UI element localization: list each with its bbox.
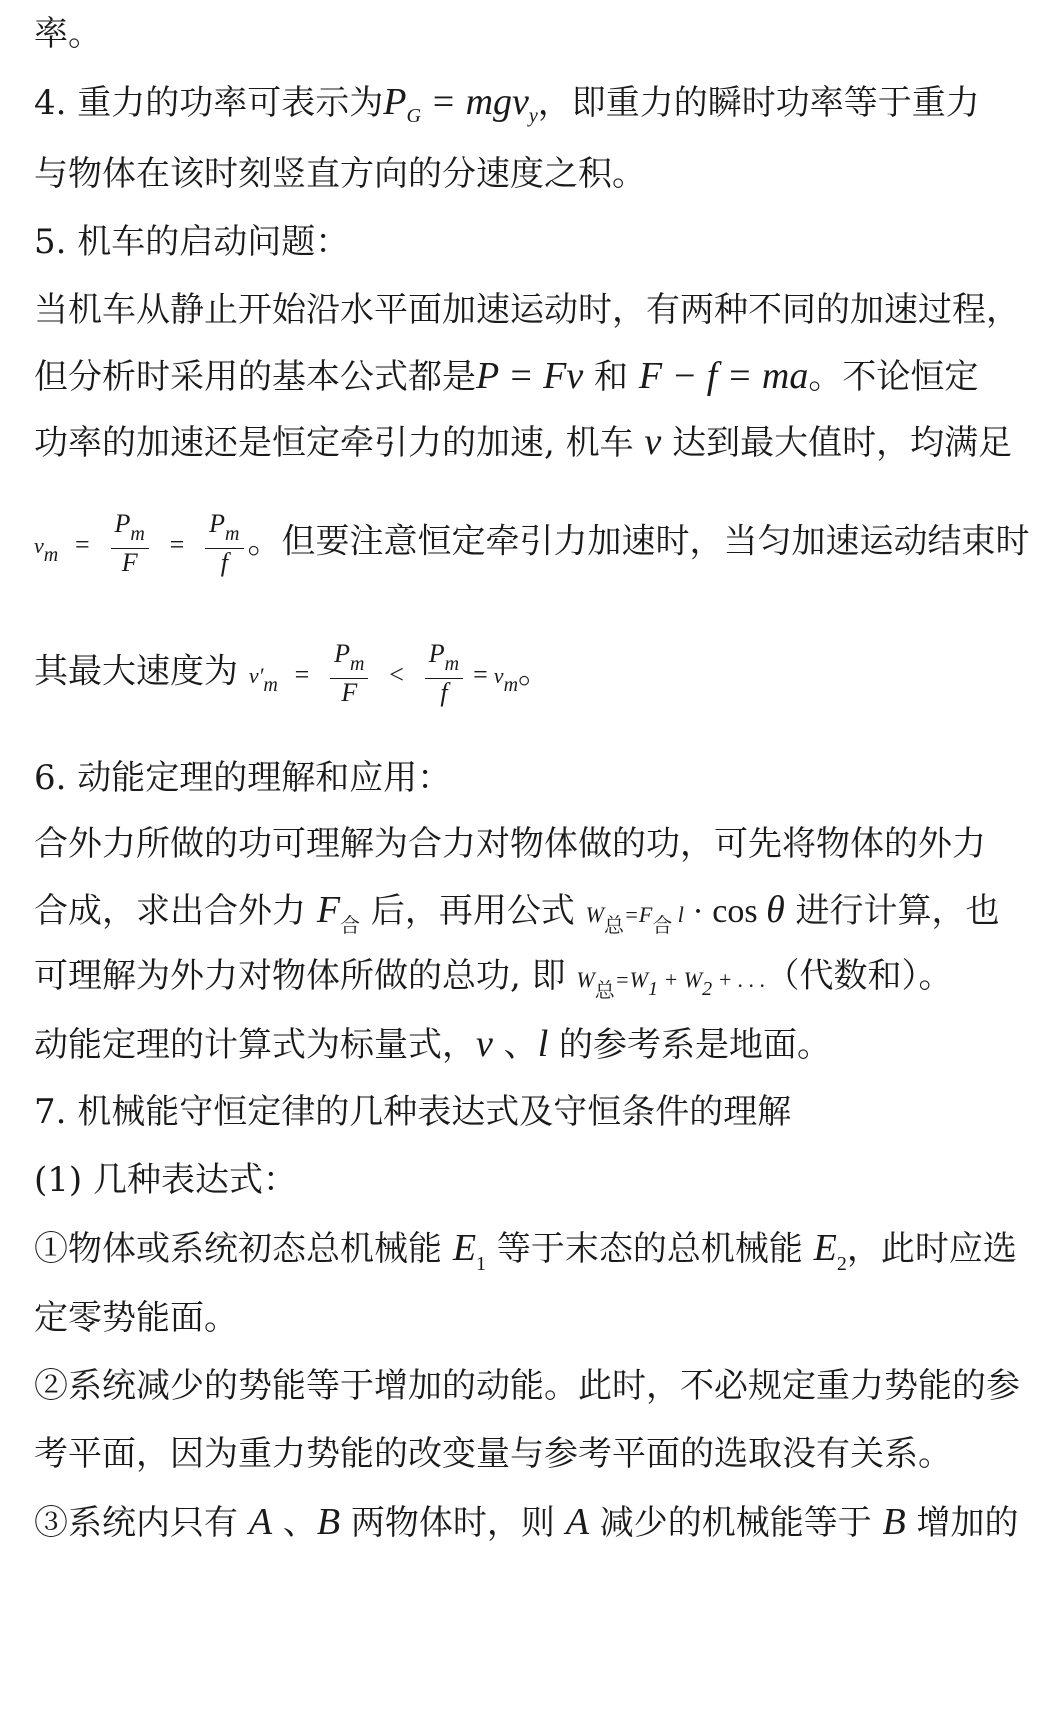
text-line: 与物体在该时刻竖直方向的分速度之积。 [34, 154, 646, 194]
section-heading: 6. 动能定理的理解和应用： [34, 758, 452, 798]
formula-total-work: W总=W1 + W2 + . . . [576, 967, 766, 1002]
fraction: $\frac{P_m}{f}$ [205, 510, 243, 577]
text-line: 定零势能面。 [34, 1298, 238, 1338]
formula-work: W总=F合 l [585, 902, 684, 937]
text-line: 功率的加速还是恒定牵引力的加速, 机车 v 达到最大值时，均满足 [34, 421, 1013, 463]
text-line: 但分析时采用的基本公式都是P = Fv 和 F − f = ma。不论恒定 [34, 355, 979, 397]
formula-vmax-prime: v′m [248, 662, 278, 696]
text-line: ①物体或系统初态总机械能 $E_1$ 等于末态的总机械能 $E_2$，此时应选 [34, 1227, 1017, 1275]
formula-vmax: vm [34, 532, 59, 566]
fraction: $\frac{P_m}{F}$ [111, 510, 149, 577]
text-line: 其最大速度为 v′m = $\frac{P_m}{F}$ < $\frac{P_m}{f}$ = vm。 [34, 639, 553, 707]
text-line: 合外力所做的功可理解为合力对物体做的功，可先将物体的外力 [34, 824, 986, 864]
text-line: ③系统内只有 A 、B 两物体时，则 A 减少的机械能等于 B 增加的 [34, 1501, 1019, 1543]
text-line: (1) 几种表达式： [34, 1160, 297, 1200]
fraction: $\frac{P_m}{F}$ [330, 640, 368, 707]
text-line: 当机车从静止开始沿水平面加速运动时，有两种不同的加速过程， [34, 290, 1020, 330]
formula-gravity-power: $P_G = mgv_y$ [383, 81, 538, 127]
text-line: ②系统减少的势能等于增加的动能。此时，不必规定重力势能的参 [34, 1366, 1020, 1406]
text-line: 可理解为外力对物体所做的总功, 即 W总=W1 + W2 + . . .（代数和）。 [34, 956, 953, 1002]
formula-power: P = Fv [476, 355, 584, 397]
text-line: 动能定理的计算式为标量式，v 、l 的参考系是地面。 [34, 1023, 832, 1065]
text-line: 合成，求出合外力 $F_合$ 后，再用公式 W总=F合 l · cos θ 进行计算，也 [34, 889, 1000, 937]
text-line: vm = $\frac{P_m}{F}$ = $\frac{P_m}{f}$ 。但要注意恒定牵引力加速时，当匀加速运动结束时 [34, 509, 1030, 577]
section-heading: 7. 机械能守恒定律的几种表达式及守恒条件的理解 [34, 1092, 792, 1132]
text-line: 率。 [34, 14, 102, 54]
text-line: 4. 重力的功率可表示为$P_G = mgv_y$，即重力的瞬时功率等于重力 [34, 81, 980, 127]
fraction: $\frac{P_m}{f}$ [425, 640, 463, 707]
section-heading: 5. 机车的启动问题： [34, 222, 350, 262]
text-line: 考平面，因为重力势能的改变量与参考平面的选取没有关系。 [34, 1434, 952, 1474]
formula-newton: F − f = ma [638, 355, 809, 397]
